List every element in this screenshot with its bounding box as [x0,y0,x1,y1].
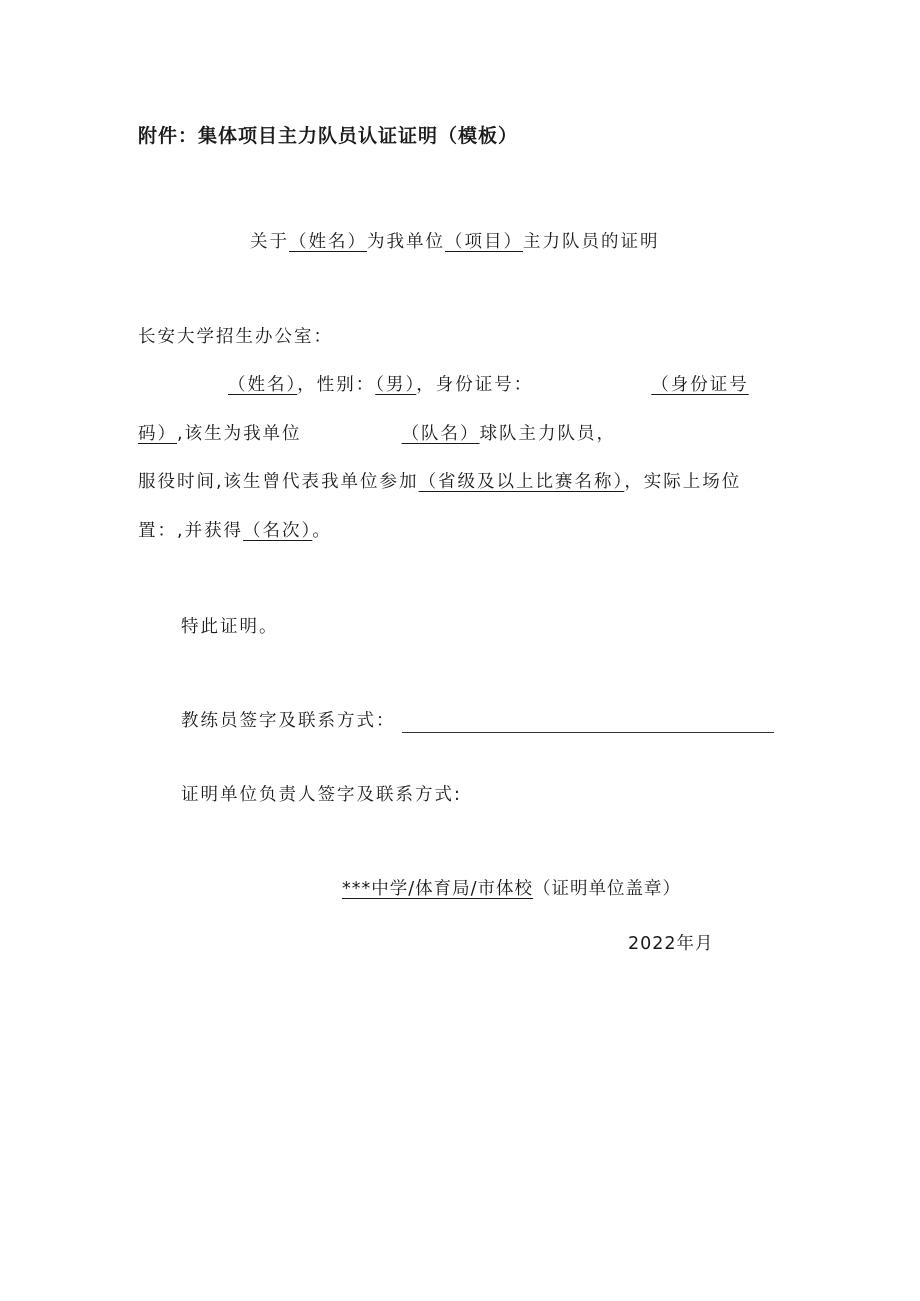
paragraph-1-line-2 [138,422,616,446]
certify-text: 特此证明。 [181,617,279,637]
id-label: ，身份证号： [416,375,534,395]
addressee: 长安大学招生办公室： [138,327,333,347]
id-number-field-part2: 码） [138,424,177,444]
team-name-field: （队名） [401,424,480,444]
award-text: 置：,并获得 [138,521,244,541]
unit-text: ,该生为我单位 [177,424,302,444]
attachment-title: 附件：集体项目主力队员认证证明（模板） [138,125,519,147]
issuing-unit [342,877,681,901]
position-text: ，实际上场位 [624,472,742,492]
paragraph-3 [138,519,332,543]
coach-signature-blank [402,714,774,733]
coach-label: 教练员签字及联系方式： [181,711,396,731]
period: 。 [312,521,332,541]
paragraph-1-line-1 [228,373,749,397]
title-name-field: （姓名） [289,232,367,252]
id-number-field-part1: （身份证号 [651,375,749,395]
competition-field: （省级及以上比赛名称） [418,472,625,492]
student-name-field: （姓名） [228,375,298,395]
paragraph-2 [138,470,741,494]
title-mid: 为我单位 [367,232,445,252]
unit-name: ***中学/体育局/市体校 [342,879,534,899]
service-text: 服役时间,该生曾代表我单位参加 [138,472,419,492]
gender-label: ，性别： [297,375,376,395]
team-suffix: 球队主力队员， [479,424,617,444]
date: 2022年月 [628,934,714,954]
rank-field: （名次） [243,521,313,541]
title-suffix: 主力队员的证明 [523,232,660,252]
gender-field: （男） [375,375,417,395]
coach-signature-line [181,709,774,733]
title-project-field: （项目） [445,232,523,252]
seal-note: （证明单位盖章） [533,879,682,899]
title-prefix: 关于 [250,232,289,252]
document-title [250,230,660,254]
leader-signature-label: 证明单位负责人签字及联系方式: [181,785,462,805]
